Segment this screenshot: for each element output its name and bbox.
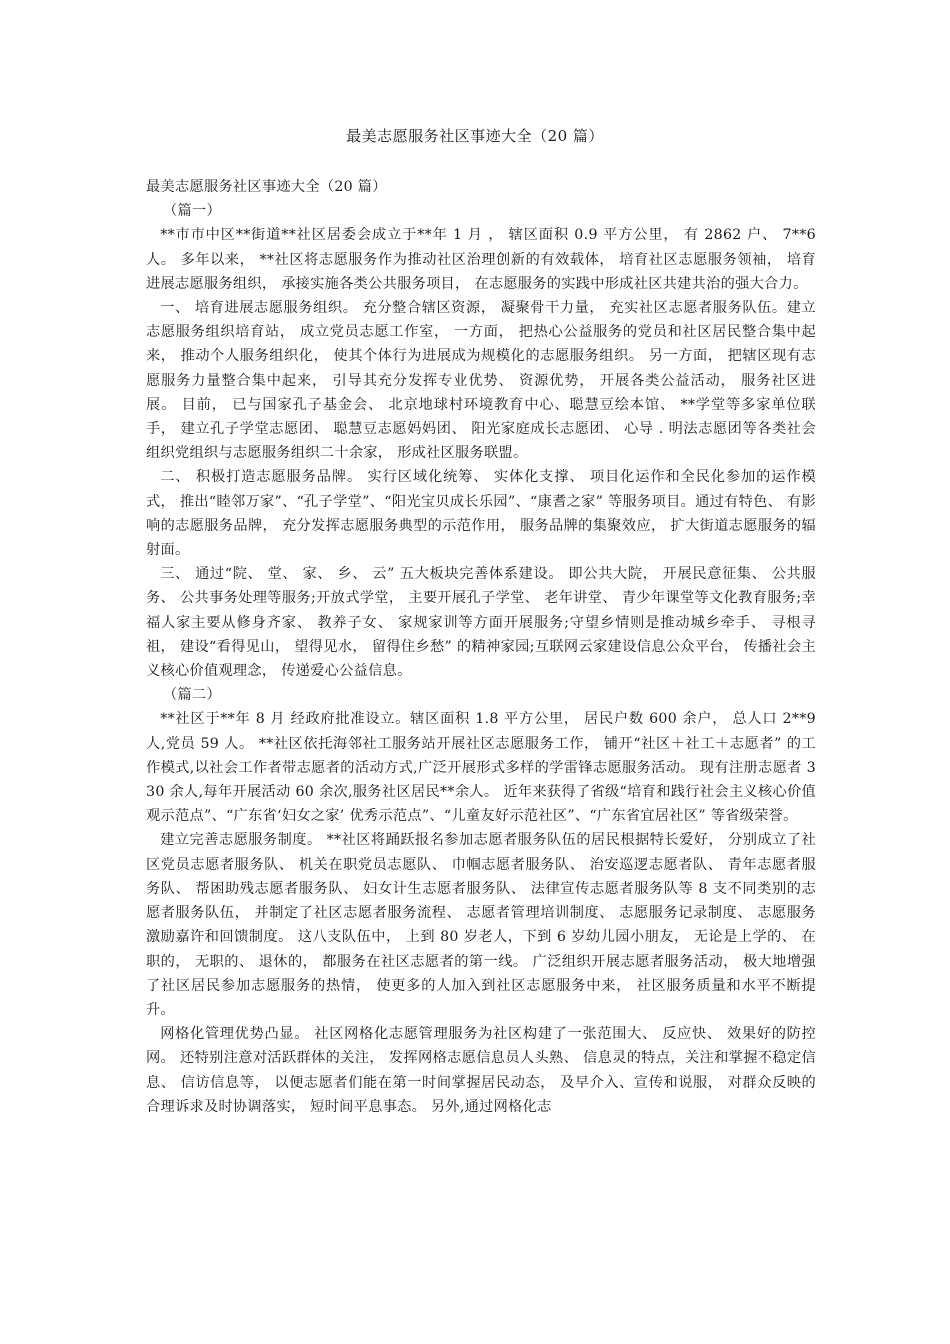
paragraph-intro-one: **市市中区**街道**社区居委会成立于**年 1 月 ， 辖区面积 0.9 平方公里， 有 2862 户、 7**6 人。 多年以来， **社区将志愿服务作为推动社区治理创新的有效载体， 培育社区志愿服务领袖， 培育进展志愿服务组织， 承接实施各类公共服务项目， 在志愿服务的实践中形成社区共建共治的强大合力。 bbox=[146, 227, 816, 292]
document-subtitle: 最美志愿服务社区事迹大全（20 篇） bbox=[146, 179, 387, 195]
paragraph-point-two: 二、 积极打造志愿服务品牌。 实行区域化统筹、 实体化支撑、 项目化运作和全民化参加的运作模式， 推出“睦邻万家”、“孔子学堂”、“阳光宝贝成长乐园”、“康耆之家” 等服务项目。通过有特色、 有影响的志愿服务品牌， 充分发挥志愿服务典型的示范作用， 服务品牌的集聚效应， 扩大街道志愿服务的辐射面。 bbox=[146, 469, 816, 559]
paragraph-point-one: 一、 培育进展志愿服务组织。 充分整合辖区资源， 凝聚骨干力量， 充实社区志愿者服务队伍。建立志愿服务组织培育站， 成立党员志愿工作室， 一方面， 把热心公益服务的党员和社区居民整合集中起来， 推动个人服务组织化， 使其个体行为进展成为规模化的志愿服务组织。 另一方面， 把辖区现有志愿服务力量整合集中起来， 引导其充分发挥专业优势、 资源优势， 开展各类公益活动， 服务社区进展。 目前， 已与国家孔子基金会、 北京地球村环境教育中心、聪慧豆绘本馆、 **学堂等多家单位联手， 建立孔子学堂志愿团、 聪慧豆志愿妈妈团、 阳光家庭成长志愿团、 心导 . 明法志愿团等各类社会组织党组织与志愿服务组织二十余家， 形成社区服务联盟。 bbox=[146, 300, 816, 462]
document-title: 最美志愿服务社区事迹大全（20 篇） bbox=[346, 127, 604, 145]
paragraph-grid-management: 网格化管理优势凸显。 社区网格化志愿管理服务为社区构建了一张范围大、 反应快、 效果好的防控网。 还特别注意对活跃群体的关注， 发挥网格志愿信息员人头熟、 信息灵的特点，关注和掌握不稳定信息、 信访信息等， 以便志愿者们能在第一时间掌握居民动态， 及早介入、宣传和说服， 对群众反映的合理诉求及时协调落实， 短时间平息事态。 另外,通过网格化志 bbox=[146, 1026, 816, 1115]
paragraph-intro-two: **社区于**年 8 月 经政府批准设立。辖区面积 1.8 平方公里， 居民户数 600 余户， 总人口 2**9 人,党员 59 人。 **社区依托海邻社工服务站开展社区志愿服务工作， 铺开“社区＋社工＋志愿者” 的工作模式,以社会工作者带志愿者的活动方式,广泛开展形式多样的学雷锋志愿服务活动。 现有注册志愿者 330 余人,每年开展活动 60 余次,服务社区居民**余人。 近年来获得了省级“培育和践行社会主义核心价值观示范点”、“广东省‘妇女之家’ 优秀示范点”、“儿童友好示范社区”、“广东省宜居社区” 等省级荣誉。 bbox=[146, 711, 816, 825]
document-body bbox=[146, 175, 816, 1119]
paragraph-system: 建立完善志愿服务制度。 **社区将踊跃报名参加志愿者服务队伍的居民根据特长爱好， 分别成立了社区党员志愿者服务队、 机关在职党员志愿队、 巾帼志愿者服务队、 治安巡逻志愿者队、 青年志愿者服务队、 帮困助残志愿者服务队、 妇女计生志愿者服务队、 法律宣传志愿者服务队等 8 支不同类别的志愿者服务队伍， 并制定了社区志愿者服务流程、 志愿者管理培训制度、 志愿服务记录制度、 志愿服务激励嘉许和回馈制度。 这八支队伍中， 上到 80 岁老人，下到 6 岁幼儿园小朋友， 无论是上学的、 在职的， 无职的、 退休的， 都服务在社区志愿者的第一线。 广泛组织开展志愿者服务活动， 极大地增强了社区居民参加志愿服务的热情， 使更多的人加入到社区志愿服务中来， 社区服务质量和水平不断提升。 bbox=[146, 832, 816, 1018]
section-label-part-one: （篇一） bbox=[163, 203, 221, 220]
paragraph-point-three: 三、 通过“院、 堂、 家、 乡、 云” 五大板块完善体系建设。 即公共大院， 开展民意征集、 公共服务、 公共事务处理等服务;开放式学堂， 主要开展孔子学堂、 老年讲堂、 青少年课堂等文化教育服务;幸福人家主要从修身齐家、 教养子女、 家规家训等方面开展服务;守望乡情则是推动城乡牵手、 寻根寻祖， 建设“看得见山， 望得见水， 留得住乡愁” 的精神家园;互联网云家建设信息公众平台， 传播社会主义核心价值观理念， 传递爱心公益信息。 bbox=[146, 566, 816, 680]
section-label-part-two: （篇二） bbox=[163, 687, 221, 704]
